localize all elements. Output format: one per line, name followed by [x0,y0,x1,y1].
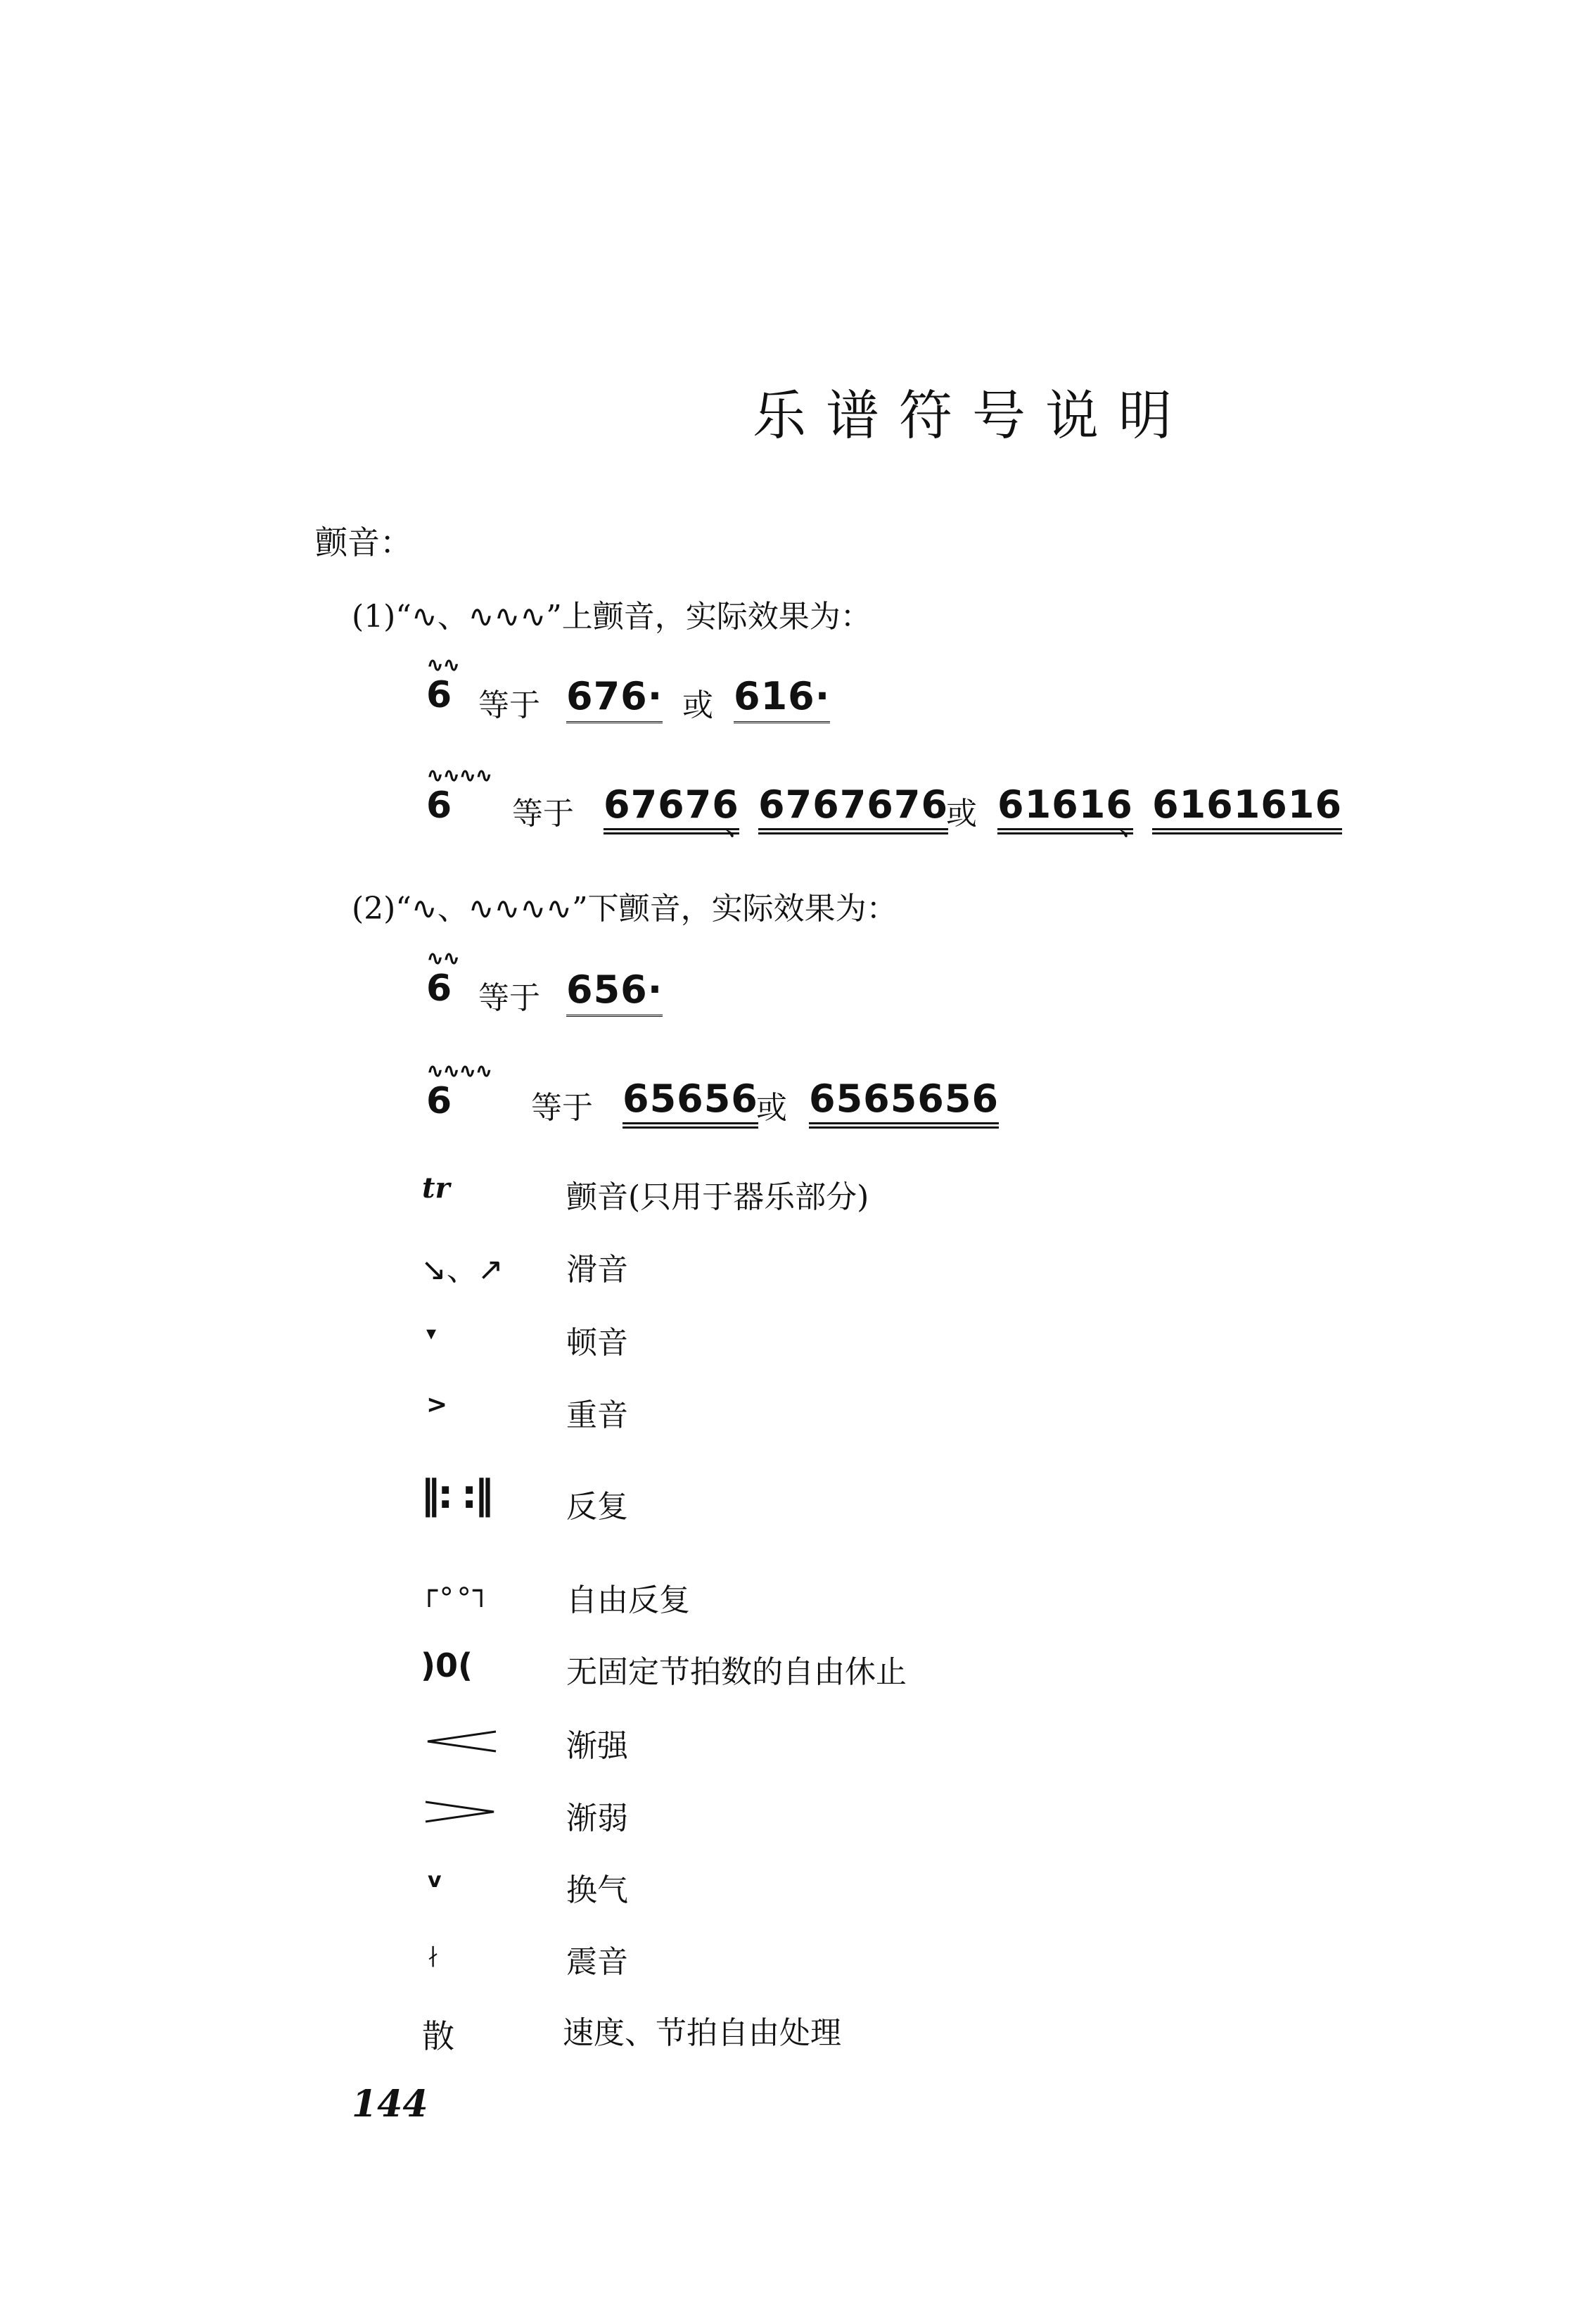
trill-sequence-underlined: 67676 [604,782,739,834]
or-label: 或 [682,687,713,723]
lower-trill-label: (2)“∿、∿∿∿∿”下颤音，实际效果为： [352,891,898,927]
trill-sequence-underlined: 61616 [997,782,1133,834]
legend-desc: 速度、节拍自由处理 [563,2015,841,2051]
trill-sequence [997,782,1133,827]
breath-symbol: v [428,1868,442,1893]
legend-desc: 渐强 [566,1728,628,1764]
trill-sequence [566,967,663,1012]
diminuendo-symbol [422,1798,499,1826]
tremolo-symbol: ∤ [428,1943,438,1968]
equals-label: 等于 [478,687,540,723]
upper-trill-label: (1)“∿、∿∿∿”上颤音，实际效果为： [352,599,872,635]
trill-sequence [604,782,739,827]
section-heading: 颤音： [315,523,412,561]
note-six: 6 [426,785,452,827]
legend-desc: 自由反复 [566,1582,690,1618]
note-six: 6 [426,674,452,716]
separator: 、 [1118,806,1149,842]
trill-mark: ∿∿∿∿ [426,763,492,788]
legend-desc: 反复 [566,1489,628,1525]
page-title: 乐谱符号说明 [753,384,1192,447]
trill-symbol: tr [422,1171,450,1205]
legend-desc: 滑音 [566,1252,628,1288]
free-repeat-symbol: ┌∘∘┐ [421,1575,490,1607]
equals-label: 等于 [478,980,540,1016]
or-label: 或 [946,796,977,832]
accent-symbol: > [426,1390,448,1419]
trill-sequence-underlined: 616· [734,674,830,723]
trill-sequence [734,674,830,718]
trill-sequence-underlined: 656· [566,967,663,1017]
legend-desc: 震音 [566,1944,628,1980]
trill-sequence-underlined: 6565656 [809,1077,999,1129]
equals-label: 等于 [531,1090,593,1126]
note-six: 6 [426,1080,452,1122]
trill-mark: ∿∿∿∿ [426,1059,492,1084]
trill-sequence-underlined: 65656 [623,1077,758,1129]
legend-desc: 颤音(只用于器乐部分) [566,1179,869,1215]
legend-desc: 无固定节拍数的自由休止 [566,1654,907,1690]
trill-mark: ∿∿ [426,946,459,971]
legend-desc: 换气 [566,1872,628,1908]
separator: 、 [724,806,755,842]
legend-desc: 渐弱 [566,1801,628,1836]
or-label: 或 [756,1090,787,1126]
legend-desc: 顿音 [566,1325,628,1361]
repeat-symbol: ‖: :‖ [421,1472,492,1518]
free-tempo-symbol: 散 [422,2017,454,2055]
note-six: 6 [426,967,452,1010]
staccato-symbol: ▾ [426,1321,437,1345]
trill-sequence [566,674,663,718]
legend-desc: 重音 [566,1397,628,1433]
trill-sequence [623,1077,758,1121]
crescendo-symbol [422,1727,499,1755]
page-number: 144 [352,2083,428,2126]
trill-sequence-underlined: 6161616 [1152,782,1342,834]
trill-mark: ∿∿ [426,653,459,678]
trill-sequence [809,1077,999,1121]
trill-sequence [758,782,948,827]
trill-sequence-underlined: 6767676 [758,782,948,834]
glissando-symbol: ↘、↗ [421,1252,504,1288]
trill-sequence-underlined: 676· [566,674,663,723]
equals-label: 等于 [512,796,574,832]
trill-sequence [1152,782,1342,827]
free-rest-symbol: )0( [421,1646,473,1684]
